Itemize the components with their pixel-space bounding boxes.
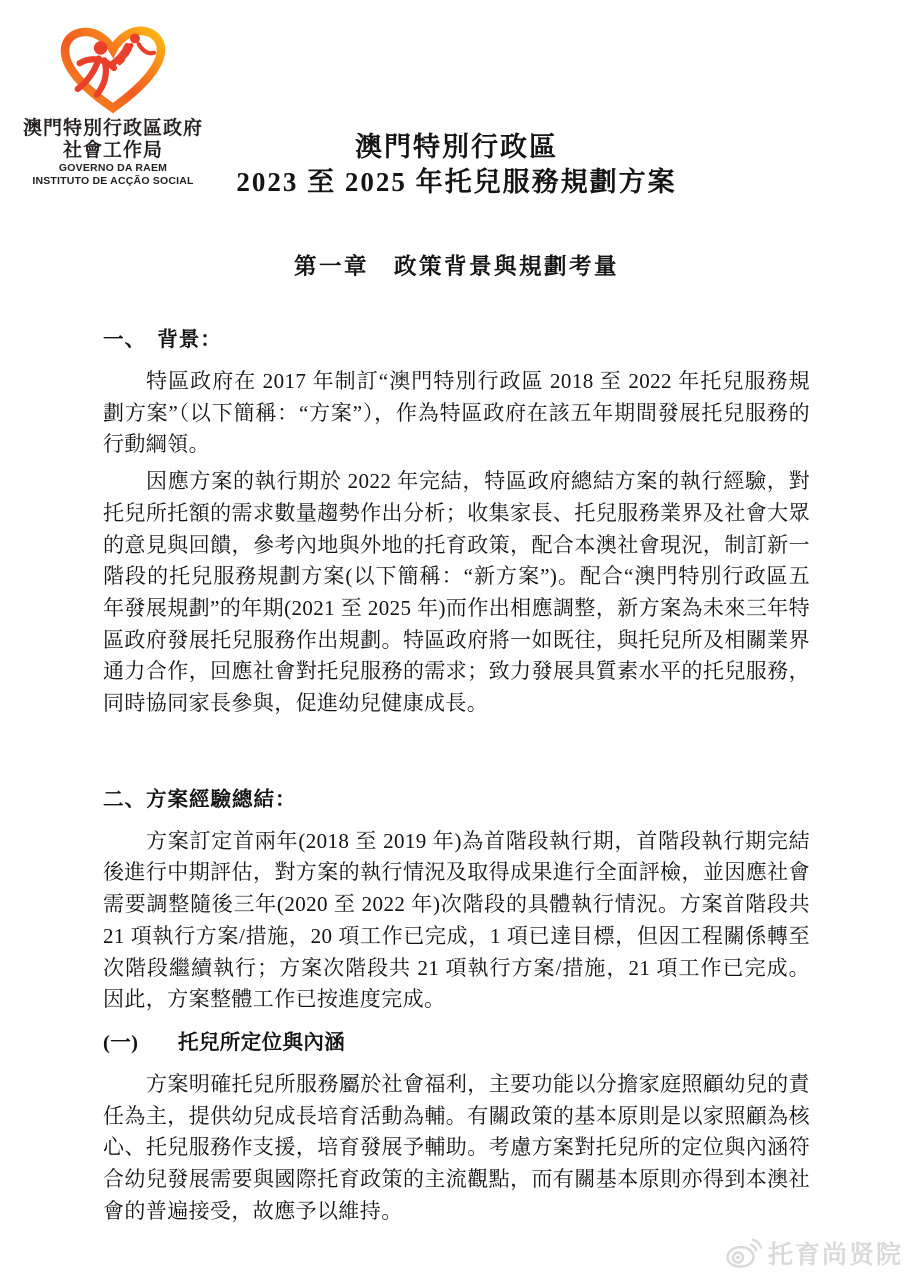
subsection-1-title: 托兒所定位與內涵 <box>178 1031 346 1054</box>
document-title-line2: 2023 至 2025 年托兒服務規劃方案 <box>236 166 677 197</box>
section-1-heading: 一、 背景： <box>103 329 222 351</box>
document-title <box>103 130 810 199</box>
chapter-heading: 第一章 政策背景與規劃考量 <box>293 254 619 279</box>
org-name-pt-line1: GOVERNO DA RAEM <box>58 162 168 174</box>
section-2-paragraph-1: 方案訂定首兩年(2018 至 2019 年)為首階段執行期，首階段執行期完結後進行中期評估，對方案的執行情況及取得成果進行全面評檢，並因應社會需要調整隨後三年(2020 至 2022 年)次階段的具體執行情況。方案首階段共 21 項執行方案/措施，20 項工作已完成，1 項已達目標，但因工程關係轉至次階段繼續執行；方案次階段共 21 項執行方案/措施，21 項工作已完成。因此，方案整體工作已按進度完成。 <box>103 828 810 1012</box>
section-2-heading: 二、方案經驗總結： <box>103 788 297 811</box>
org-name-zh-line2: 社會工作局 <box>62 140 163 161</box>
subsection-1-paragraph-1: 方案明確托兒所服務屬於社會福利，主要功能以分擔家庭照顧幼兒的責任為主，提供幼兒成長培育活動為輔。有關政策的基本原則是以家照顧為核心、托兒服務作支援，培育發展予輔助。考慮方案對托兒所的定位與內涵符合幼兒發展需要與國際托育政策的主流觀點，而有關基本原則亦得到本澳社會的普遍接受，故應予以維持。 <box>103 1071 810 1223</box>
section-1-paragraph-2: 因應方案的執行期於 2022 年完結，特區政府總結方案的執行經驗，對托兒所托額的需求數量趨勢作出分析；收集家長、托兒服務業界及社會大眾的意見與回饋，參考內地與外地的托育政策，配合本澳社會現況，制訂新一階段的托兒服務規劃方案(以下簡稱：“新方案”)。配合“澳門特別行政區五年發展規劃”的年期(2021 至 2025 年)而作出相應調整，新方案為未來三年特區政府發展托兒服務作出規劃。特區政府將一如既往，與托兒所及相關業界通力合作，回應社會對托兒服務的需求；致力發展具質素水平的托兒服務，同時協同家長參與，促進幼兒健康成長。 <box>103 469 810 716</box>
document-body <box>103 326 810 1227</box>
watermark <box>725 1235 903 1271</box>
weibo-icon <box>725 1237 763 1269</box>
document-title-line1: 澳門特別行政區 <box>355 132 558 162</box>
subsection-1-number: (一) <box>103 1031 139 1054</box>
section-1-paragraph-1: 特區政府在 2017 年制訂“澳門特別行政區 2018 至 2022 年托兒服務規劃方案”（以下簡稱：“方案”），作為特區政府在該五年期間發展托兒服務的行動綱領。 <box>103 369 810 457</box>
org-name-zh-line1: 澳門特別行政區政府 <box>22 118 203 139</box>
heart-logo-icon <box>51 20 175 116</box>
watermark-text: 托育尚贤院 <box>767 1241 903 1269</box>
org-name-pt-line2: INSTITUTO DE ACÇÃO SOCIAL <box>32 174 194 187</box>
subsection-1-heading <box>103 1029 810 1057</box>
